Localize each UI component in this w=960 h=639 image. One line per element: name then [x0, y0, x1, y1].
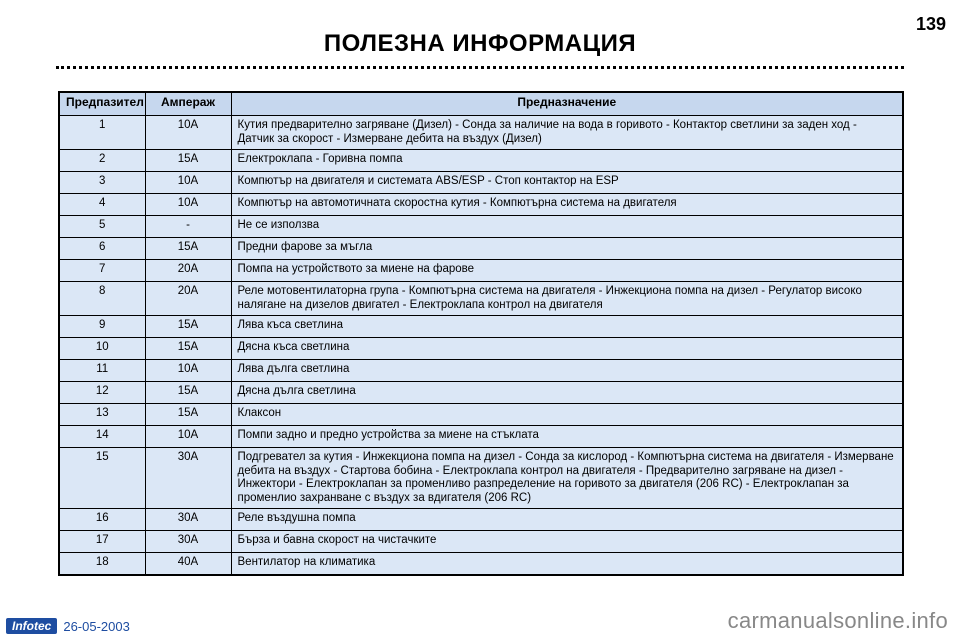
fuse-number-cell: 16 [59, 509, 145, 531]
purpose-cell: Дясна дълга светлина [231, 382, 903, 404]
amperage-cell: 15A [145, 238, 231, 260]
amperage-cell: 40A [145, 553, 231, 576]
purpose-cell: Клаксон [231, 404, 903, 426]
table-row [59, 338, 903, 360]
fuse-table-body [59, 116, 903, 576]
amperage-cell: 10A [145, 360, 231, 382]
fuse-number-cell: 18 [59, 553, 145, 576]
fuse-number-cell: 4 [59, 194, 145, 216]
fuse-number-cell: 13 [59, 404, 145, 426]
table-row [59, 238, 903, 260]
footer-date: 26-05-2003 [63, 618, 130, 634]
table-row [59, 509, 903, 531]
fuse-number-cell: 15 [59, 448, 145, 509]
amperage-cell: 15A [145, 404, 231, 426]
fuse-number-cell: 7 [59, 260, 145, 282]
dotted-divider [56, 66, 904, 69]
fuse-number-cell: 1 [59, 116, 145, 150]
fuse-number-cell: 11 [59, 360, 145, 382]
header-fuse: Предпазител [59, 92, 145, 116]
fuse-number-cell: 2 [59, 150, 145, 172]
table-row [59, 194, 903, 216]
fuse-number-cell: 17 [59, 531, 145, 553]
purpose-cell: Помпи задно и предно устройства за миене на стъклата [231, 426, 903, 448]
table-row [59, 553, 903, 576]
page-number: 139 [915, 14, 946, 34]
purpose-cell: Не се използва [231, 216, 903, 238]
table-row [59, 360, 903, 382]
purpose-cell: Помпа на устройството за миене на фарове [231, 260, 903, 282]
fuse-number-cell: 10 [59, 338, 145, 360]
table-row [59, 282, 903, 316]
amperage-cell: 30A [145, 448, 231, 509]
table-row [59, 382, 903, 404]
purpose-cell: Дясна къса светлина [231, 338, 903, 360]
amperage-cell: 15A [145, 150, 231, 172]
fuse-number-cell: 6 [59, 238, 145, 260]
amperage-cell: 10A [145, 172, 231, 194]
purpose-cell: Електроклапа - Горивна помпа [231, 150, 903, 172]
table-row [59, 448, 903, 509]
infotec-logo: Infotec [6, 618, 57, 634]
table-row [59, 216, 903, 238]
purpose-cell: Реле мотовентилаторна група - Компютърна система на двигателя - Инжекциона помпа на дизел - Регулатор високо налягане на дизелов двигател - Електроклапа контрол на двигателя [231, 282, 903, 316]
purpose-cell: Компютър на двигателя и системата ABS/ESP - Стоп контактор на ESP [231, 172, 903, 194]
fuse-number-cell: 3 [59, 172, 145, 194]
header-purpose: Предназначение [231, 92, 903, 116]
purpose-cell: Бърза и бавна скорост на чистачките [231, 531, 903, 553]
table-row [59, 531, 903, 553]
amperage-cell: 10A [145, 426, 231, 448]
amperage-cell: 20A [145, 282, 231, 316]
table-row [59, 172, 903, 194]
watermark: carmanualsonline.info [727, 608, 948, 633]
fuse-number-cell: 12 [59, 382, 145, 404]
purpose-cell: Реле въздушна помпа [231, 509, 903, 531]
fuse-number-cell: 8 [59, 282, 145, 316]
table-row [59, 404, 903, 426]
table-row [59, 116, 903, 150]
purpose-cell: Предни фарове за мъгла [231, 238, 903, 260]
fuse-number-cell: 9 [59, 316, 145, 338]
header-amperage: Ампераж [145, 92, 231, 116]
purpose-cell: Вентилатор на климатика [231, 553, 903, 576]
table-row [59, 426, 903, 448]
amperage-cell: 30A [145, 509, 231, 531]
amperage-cell: - [145, 216, 231, 238]
table-header-row [59, 92, 903, 116]
amperage-cell: 20A [145, 260, 231, 282]
fuse-number-cell: 5 [59, 216, 145, 238]
fuse-number-cell: 14 [59, 426, 145, 448]
footer-logo [6, 618, 130, 634]
fuse-table [58, 91, 904, 576]
amperage-cell: 15A [145, 338, 231, 360]
amperage-cell: 15A [145, 382, 231, 404]
amperage-cell: 30A [145, 531, 231, 553]
page-title: ПОЛЕЗНА ИНФОРМАЦИЯ [323, 30, 637, 57]
amperage-cell: 15A [145, 316, 231, 338]
purpose-cell: Компютър на автомотичната скоростна кутия - Компютърна система на двигателя [231, 194, 903, 216]
table-row [59, 316, 903, 338]
purpose-cell: Лява дълга светлина [231, 360, 903, 382]
amperage-cell: 10A [145, 194, 231, 216]
table-row [59, 260, 903, 282]
amperage-cell: 10A [145, 116, 231, 150]
purpose-cell: Лява къса светлина [231, 316, 903, 338]
table-row [59, 150, 903, 172]
purpose-cell: Кутия предварително загряване (Дизел) - Сонда за наличие на вода в горивото - Контактор светлини за заден ход - Датчик за скорост - Измерване дебита на въздух (Дизел) [231, 116, 903, 150]
purpose-cell: Подгревател за кутия - Инжекциона помпа на дизел - Сонда за кислород - Компютърна система на двигателя - Измерване дебита на въздух - Стартова бобина - Електроклапа контрол на двигателя - Предварително загряване на дизел - Инжектори - Електроклапан за променливо разпределение на горивото за двигателя (206 RC) - Електроклапан за променлио захранване с въздух за вдигателя (206 RC) [231, 448, 903, 509]
